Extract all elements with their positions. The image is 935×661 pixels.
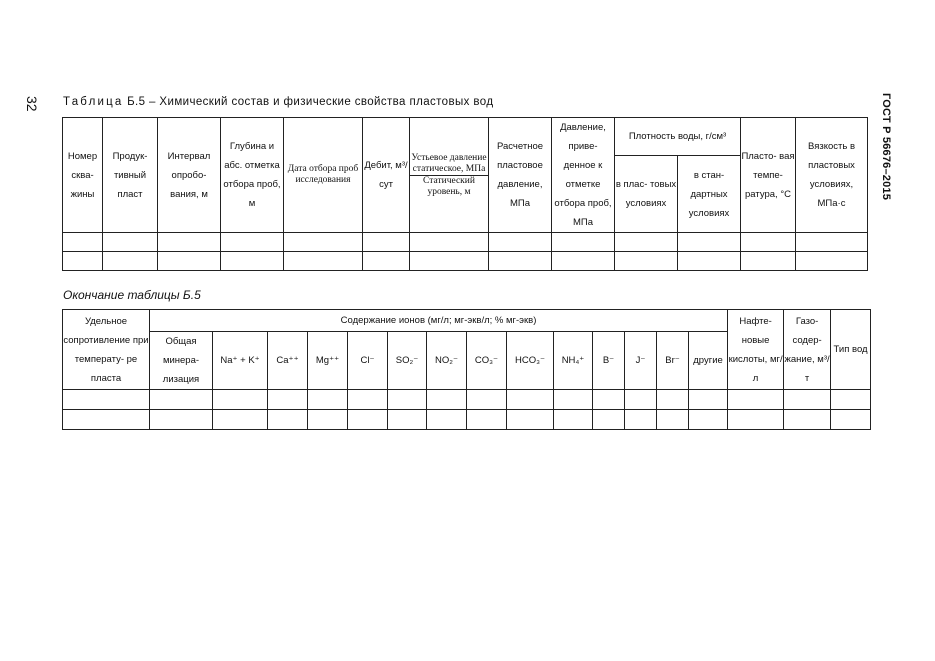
table-title-text: Б.5 – Химический состав и физические свойства пластовых вод xyxy=(127,96,494,108)
header-well-number: Номер сква- жины xyxy=(63,118,103,233)
header-wellhead-pressure: Устьевое давление статическое, МПа xyxy=(411,152,487,174)
header-viscosity: Вязкость в пластовых условиях, МПа·с xyxy=(796,118,868,233)
header-water-type: Тип вод xyxy=(831,310,871,390)
header-mineralization: Общая минера- лизация xyxy=(150,332,213,390)
header-ion: SO₂⁻ xyxy=(388,332,427,390)
header-density-standard: в стан- дартных условиях xyxy=(678,156,741,233)
table-row xyxy=(63,233,868,252)
header-ion: NO₂⁻ xyxy=(427,332,467,390)
header-other-ions: другие xyxy=(689,332,728,390)
header-ion: Br⁻ xyxy=(657,332,689,390)
header-ions-group: Содержание ионов (мг/л; мг-экв/л; % мг-экв) xyxy=(150,310,728,332)
header-wellhead xyxy=(410,118,489,233)
header-resistivity: Удельное сопротивление при температу- ре пласта xyxy=(63,310,150,390)
header-ion: Na⁺ + K⁺ xyxy=(213,332,268,390)
header-temperature: Пласто- вая темпе- ратура, °С xyxy=(741,118,796,233)
header-ion: NH₄⁺ xyxy=(554,332,593,390)
header-reduced-pressure: Давление, приве- денное к отметке отбора проб, МПа xyxy=(552,118,615,233)
header-ion: Cl⁻ xyxy=(348,332,388,390)
header-ion: B⁻ xyxy=(593,332,625,390)
header-formation: Продук- тивный пласт xyxy=(103,118,158,233)
header-ion: Ca⁺⁺ xyxy=(268,332,308,390)
header-naphthenic-acids: Нафте- новые кислоты, мг/л xyxy=(728,310,784,390)
header-static-level: Статический уровень, м xyxy=(423,175,475,197)
table-title-label: Таблица xyxy=(63,96,124,108)
header-flow-rate: Дебит, м³/сут xyxy=(363,118,410,233)
table-row xyxy=(63,252,868,271)
standard-designation: ГОСТ Р 56676–2015 xyxy=(880,93,892,201)
header-date xyxy=(284,118,363,233)
header-date-text: Дата отбора проб исследования xyxy=(287,164,359,185)
header-ion: HCO₃⁻ xyxy=(507,332,554,390)
page-number: 32 xyxy=(24,96,40,112)
header-gas-content: Газо- содер- жание, м³/т xyxy=(784,310,831,390)
header-ion: Mg⁺⁺ xyxy=(308,332,348,390)
header-density: Плотность воды, г/см³ xyxy=(615,118,741,156)
continuation-title: Окончание таблицы Б.5 xyxy=(63,288,201,302)
table-row xyxy=(63,390,871,410)
header-ion: J⁻ xyxy=(625,332,657,390)
header-density-reservoir: в плас- товых условиях xyxy=(615,156,678,233)
header-ion: CO₃⁻ xyxy=(467,332,507,390)
table-title xyxy=(63,96,493,108)
properties-table xyxy=(62,117,868,271)
header-calc-pressure: Расчетное пластовое давление, МПа xyxy=(489,118,552,233)
table-row xyxy=(63,410,871,430)
header-depth: Глубина и абс. отметка отбора проб, м xyxy=(221,118,284,233)
header-interval: Интервал опробо- вания, м xyxy=(158,118,221,233)
ions-table xyxy=(62,309,871,430)
